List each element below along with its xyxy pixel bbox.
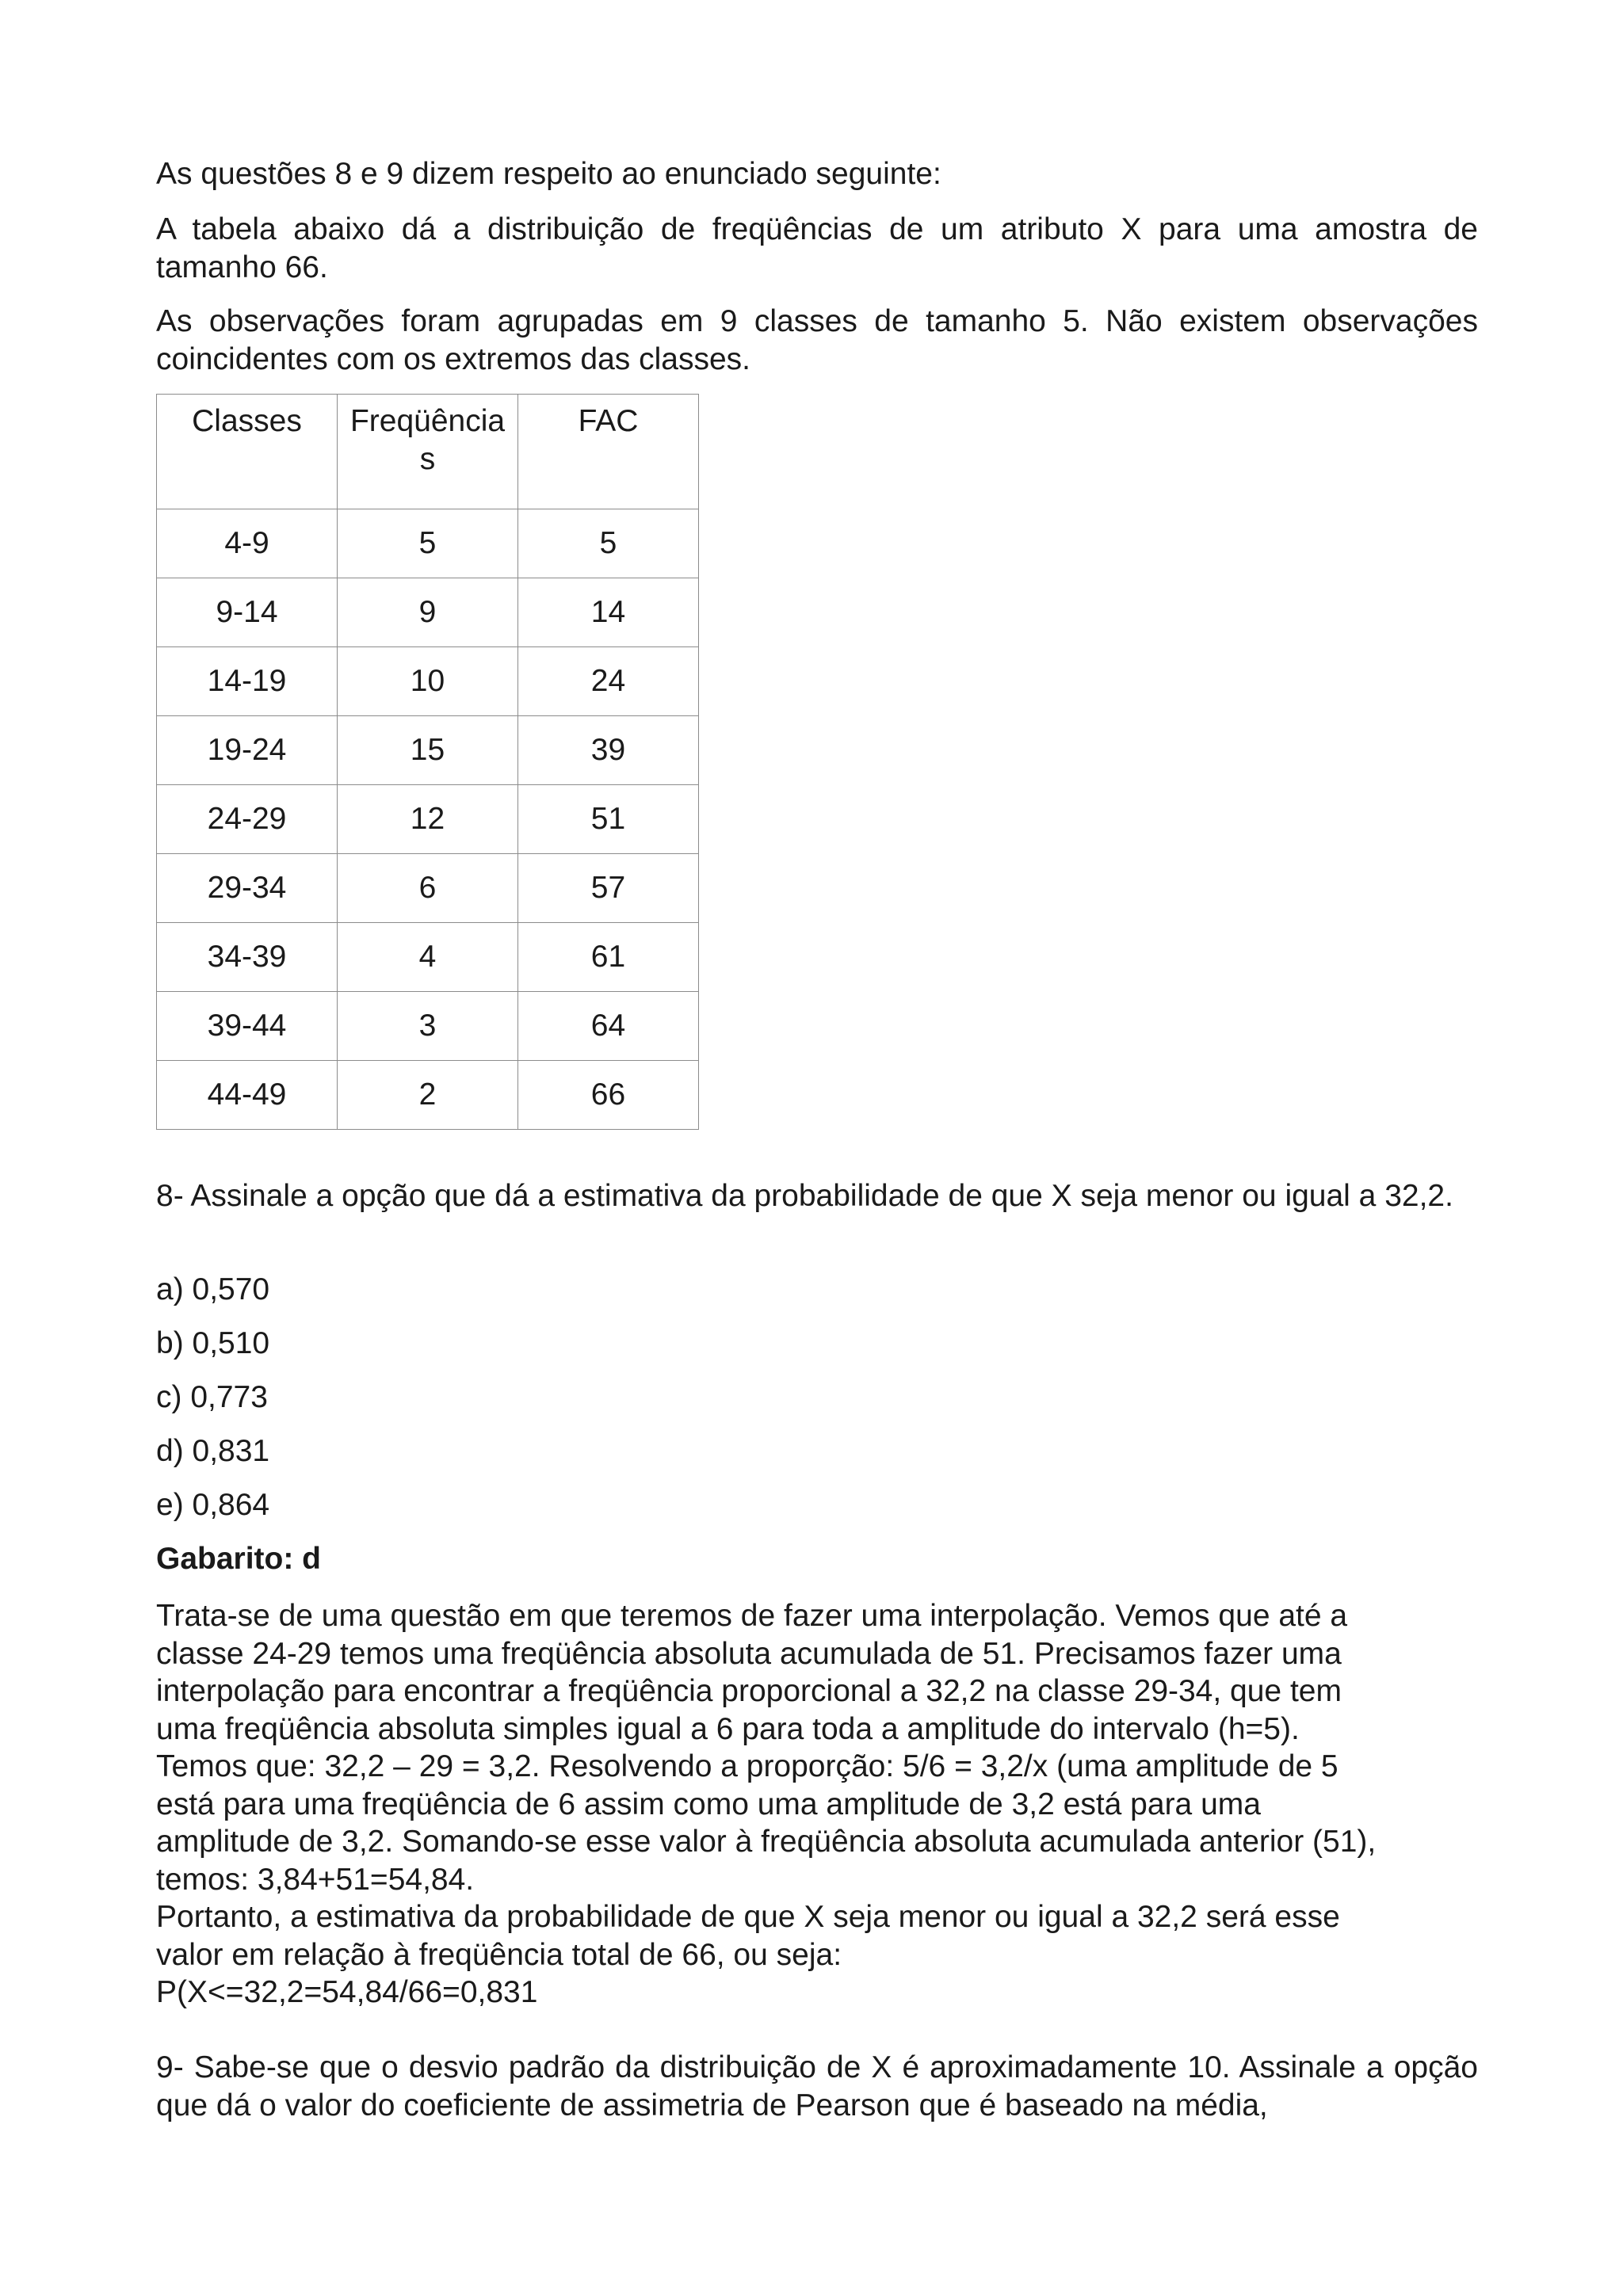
explanation-line: interpolação para encontrar a freqüência proporcional a 32,2 na classe 29-34, que tem — [156, 1674, 1342, 1708]
class-cell: 14-19 — [157, 647, 338, 716]
fac-cell: 39 — [518, 716, 699, 785]
intro-text: As questões 8 e 9 dizem respeito ao enunciado seguinte: — [156, 157, 941, 191]
table-row — [157, 1061, 699, 1130]
frequency-cell: 15 — [338, 716, 518, 785]
explanation-block — [156, 1597, 1478, 2012]
frequency-cell: 12 — [338, 785, 518, 854]
option-b: b) 0,510 — [156, 1326, 270, 1360]
fac-cell: 24 — [518, 647, 699, 716]
frequency-cell: 2 — [338, 1061, 518, 1130]
header-frequencias-label: Freqüência s — [349, 404, 506, 476]
option-e: e) 0,864 — [156, 1488, 270, 1522]
table-row — [157, 854, 699, 923]
table-row — [157, 992, 699, 1061]
table-row — [157, 647, 699, 716]
class-cell: 29-34 — [157, 854, 338, 923]
observations-text: As observações foram agrupadas em 9 classes de tamanho 5. Não existem observações coincidentes com os extremos das classes. — [156, 304, 1478, 376]
question-8-options — [156, 1271, 269, 1540]
explanation-line: classe 24-29 temos uma freqüência absoluta acumulada de 51. Precisamos fazer uma — [156, 1636, 1342, 1671]
frequency-cell: 10 — [338, 647, 518, 716]
explanation-line: uma freqüência absoluta simples igual a 6 para toda a amplitude do intervalo (h=5). — [156, 1711, 1300, 1746]
frequency-cell: 6 — [338, 854, 518, 923]
fac-cell: 57 — [518, 854, 699, 923]
fac-cell: 51 — [518, 785, 699, 854]
explanation-line: Temos que: 32,2 – 29 = 3,2. Resolvendo a proporção: 5/6 = 3,2/x (uma amplitude de 5 — [156, 1749, 1338, 1783]
class-cell: 34-39 — [157, 923, 338, 992]
frequency-cell: 5 — [338, 509, 518, 578]
frequency-cell: 4 — [338, 923, 518, 992]
frequency-cell: 3 — [338, 992, 518, 1061]
explanation-line: amplitude de 3,2. Somando-se esse valor à freqüência absoluta acumulada anterior (51), — [156, 1825, 1377, 1859]
table-description: A tabela abaixo dá a distribuição de freqüências de um atributo X para uma amostra de tamanho 66. — [156, 212, 1478, 284]
option-a: a) 0,570 — [156, 1272, 270, 1306]
class-cell: 44-49 — [157, 1061, 338, 1130]
table-row — [157, 923, 699, 992]
table-row — [157, 716, 699, 785]
fac-cell: 64 — [518, 992, 699, 1061]
answer-key: Gabarito: d — [156, 1542, 322, 1576]
explanation-line: Portanto, a estimativa da probabilidade de que X seja menor ou igual a 32,2 será esse — [156, 1900, 1340, 1934]
explanation-line: Trata-se de uma questão em que teremos de fazer uma interpolação. Vemos que até a — [156, 1599, 1348, 1633]
table-row — [157, 785, 699, 854]
option-c: c) 0,773 — [156, 1380, 268, 1414]
explanation-line: temos: 3,84+51=54,84. — [156, 1862, 475, 1897]
option-d: d) 0,831 — [156, 1434, 270, 1468]
explanation-line: P(X<=32,2=54,84/66=0,831 — [156, 1975, 538, 2009]
header-fac: FAC — [518, 395, 699, 509]
class-cell: 19-24 — [157, 716, 338, 785]
header-classes: Classes — [157, 395, 338, 509]
class-cell: 24-29 — [157, 785, 338, 854]
header-frequencias — [338, 395, 518, 509]
question-9-text: 9- Sabe-se que o desvio padrão da distribuição de X é aproximadamente 10. Assinale a opção que dá o valor do coeficiente de assimetria de Pearson que é baseado na média, — [156, 2050, 1478, 2122]
class-cell: 39-44 — [157, 992, 338, 1061]
class-cell: 9-14 — [157, 578, 338, 647]
fac-cell: 66 — [518, 1061, 699, 1130]
explanation-line: está para uma freqüência de 6 assim como uma amplitude de 3,2 está para uma — [156, 1787, 1261, 1821]
table-row — [157, 509, 699, 578]
question-8-text: 8- Assinale a opção que dá a estimativa da probabilidade de que X seja menor ou igual a 32,2. — [156, 1179, 1453, 1213]
fac-cell: 5 — [518, 509, 699, 578]
frequency-cell: 9 — [338, 578, 518, 647]
class-cell: 4-9 — [157, 509, 338, 578]
table-header-row — [157, 395, 699, 509]
table-row — [157, 578, 699, 647]
fac-cell: 61 — [518, 923, 699, 992]
frequency-table — [156, 394, 699, 1130]
explanation-line: valor em relação à freqüência total de 66, ou seja: — [156, 1937, 842, 1972]
fac-cell: 14 — [518, 578, 699, 647]
